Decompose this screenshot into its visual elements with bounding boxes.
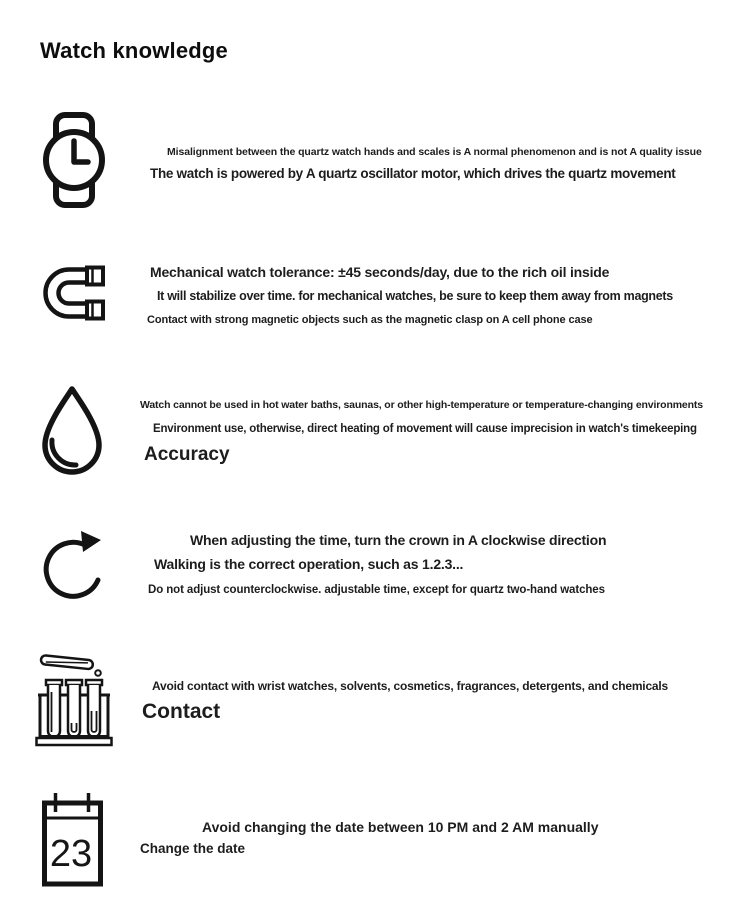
page-title: Watch knowledge xyxy=(40,38,228,63)
watch-icon xyxy=(43,112,105,208)
walking-operation-text: Walking is the correct operation, such as 1.2.3... xyxy=(154,556,464,572)
clockwise-arrow-icon xyxy=(40,523,106,611)
accuracy-heading: Accuracy xyxy=(144,444,230,465)
crown-clockwise-heading: When adjusting the time, turn the crown in A clockwise direction xyxy=(190,532,607,548)
magnet-tolerance-heading: Mechanical watch tolerance: ±45 seconds/day, due to the rich oil inside xyxy=(150,264,610,280)
quartz-movement-text: The watch is powered by A quartz oscillator motor, which drives the quartz movement xyxy=(150,166,676,181)
date-change-warning-text: Avoid changing the date between 10 PM and 2 AM manually xyxy=(202,819,599,835)
chemicals-warning-text: Avoid contact with wrist watches, solvents, cosmetics, fragrances, detergents, and chemicals xyxy=(152,679,668,693)
magnet-stabilize-text: It will stabilize over time. for mechanical watches, be sure to keep them away from magnets xyxy=(157,289,673,303)
change-the-date-heading: Change the date xyxy=(140,841,246,856)
contact-heading: Contact xyxy=(142,700,221,723)
temperature-warning-note: Watch cannot be used in hot water baths, saunas, or other high-temperature or temperature-changing environments xyxy=(140,399,703,411)
calendar-day-number: 23 xyxy=(49,833,93,875)
calendar-icon xyxy=(42,791,103,887)
magnet-contact-note: Contact with strong magnetic objects such as the magnetic clasp on A cell phone case xyxy=(147,314,593,326)
test-tubes-icon xyxy=(35,648,113,748)
temperature-environment-text: Environment use, otherwise, direct heating of movement will cause imprecision in watch's timekeeping xyxy=(153,423,697,435)
counterclockwise-note: Do not adjust counterclockwise. adjustable time, except for quartz two-hand watches xyxy=(148,584,605,596)
water-drop-icon xyxy=(38,383,106,480)
magnet-icon xyxy=(42,264,106,322)
quartz-misalignment-note: Misalignment between the quartz watch hands and scales is A normal phenomenon and is not A quality issue xyxy=(167,146,702,158)
